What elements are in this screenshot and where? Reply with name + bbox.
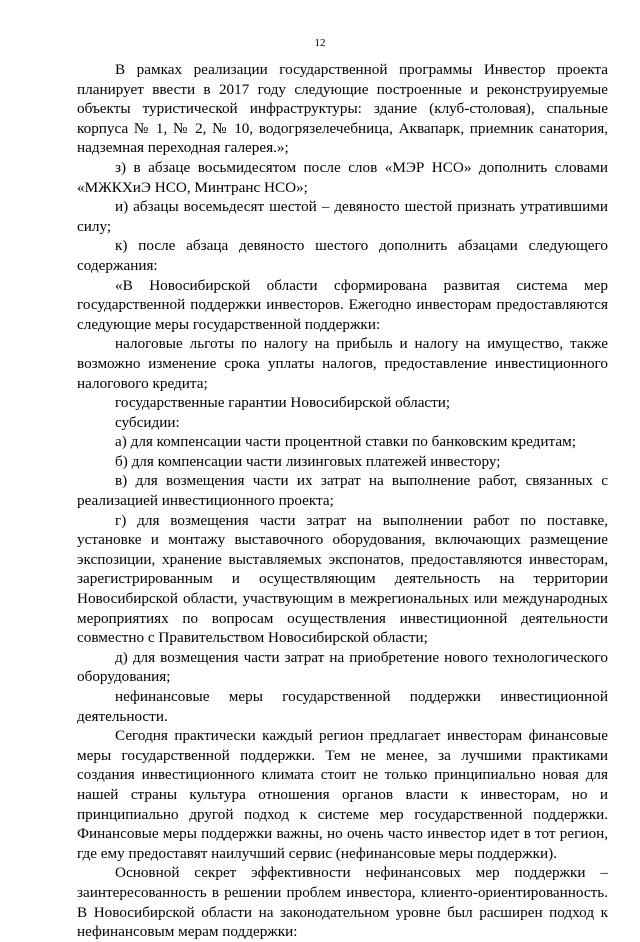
paragraph-subsidy-b: б) для компенсации части лизинговых платежей инвестору; — [115, 452, 501, 470]
document-body — [77, 60, 608, 942]
paragraph-subsidies: субсидии: — [115, 413, 180, 431]
paragraph-subsidy-v: в) для возмещения части их затрат на выполнение работ, связанных с реализацией инвестиционного проекта; — [77, 472, 608, 510]
paragraph-non-financial: нефинансовые меры государственной поддержки инвестиционной деятельности. — [77, 688, 608, 725]
paragraph-subsidy-d: д) для возмещения части затрат на приобретение нового технологического оборудования; — [77, 648, 608, 686]
page-number: 12 — [314, 37, 326, 49]
paragraph-amendment-i: и) абзацы восемьдесят шестой – девяносто шестой признать утратившими силу; — [77, 198, 608, 235]
paragraph-tax-benefits: налоговые льготы по налогу на прибыль и налогу на имущество, также возможно изменение срока уплаты налогов, предоставление инвестиционного налогового кредита; — [77, 335, 608, 392]
paragraph-amendment-z: з) в абзаце восьмидесятом после слов «МЭР НСО» дополнить словами «МЖКХиЭ НСО, Минтранс НСО»; — [77, 158, 608, 196]
paragraph-support-system: «В Новосибирской области сформирована развитая система мер государственной поддержки инвесторов. Ежегодно инвесторам предоставляются следующие меры государственной поддержки: — [77, 276, 608, 333]
paragraph-amendment-k: к) после абзаца девяносто шестого дополнить абзацами следующего содержания: — [77, 237, 608, 274]
paragraph-subsidy-g: г) для возмещения части затрат на выполнении работ по поставке, установке и монтажу выставочного оборудования, включающих размещение экспозиции, хранение выставляемых экспонатов, предоставляются инвесторам, зарегистрированным и осуществляющим деятельность на территории Новосибирской области, участвующим в межрегиональных или международных мероприятиях по вопросам осуществления инвестиционной деятельности совместно с Правительством Новосибирской области; — [77, 511, 608, 647]
paragraph-main-secret: Основной секрет эффективности нефинансовых мер поддержки – заинтересованность в решении проблем инвестора, клиенто-ориентированность. В Новосибирской области на законодательном уровне был расширен подход к нефинансовым мерам поддержки: — [77, 864, 608, 941]
paragraph-state-guarantees: государственные гарантии Новосибирской области; — [115, 394, 451, 412]
paragraph-investor-project: В рамках реализации государственной программы Инвестор проекта планирует ввести в 2017 году следующие построенные и реконструируемые объекты туристической инфраструктуры: здание (клуб-столовая), спальные корпуса № 1, № 2, № 10, водогрязелечебница, Аквапарк, приемник санатория, надземная переходная галерея.»; — [77, 61, 608, 157]
paragraph-subsidy-a: а) для компенсации части процентной ставки по банковским кредитам; — [115, 433, 576, 451]
paragraph-regional-practice: Сегодня практически каждый регион предлагает инвесторам финансовые меры государственной поддержки. Тем не менее, за лучшими практиками создания инвестиционного климата стоит не только принципиально новая для нашей страны культура отношения органов власти к инвесторам, но и принципиально другой подход к системе мер государственной поддержки. Финансовые меры поддержки важны, но очень часто инвестор идет в тот регион, где ему предоставят наилучший сервис (нефинансовые меры поддержки). — [77, 727, 608, 862]
